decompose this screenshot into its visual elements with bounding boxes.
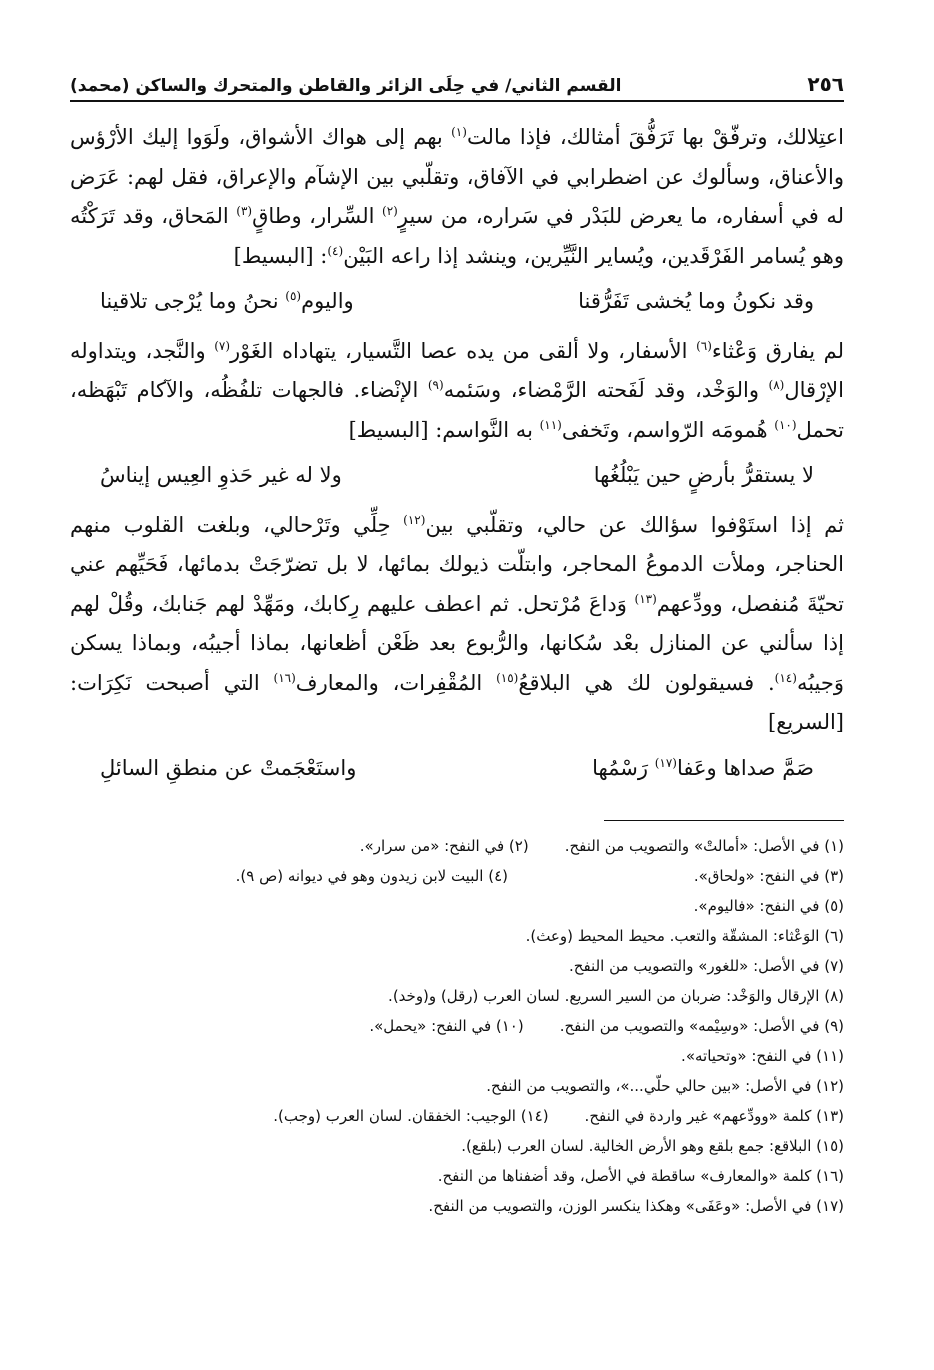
footnote-3: (٣) في النفح: «ولحاق». [693, 867, 844, 885]
footnote-15: (١٥) البلاقع: جمع بلقع وهو الأرض الخالية. لسان العرب (بلقع). [461, 1137, 844, 1155]
verse-hemistich-2: واستَعْجَمتْ عن منطقِ السائلِ [100, 755, 357, 780]
footnote-separator [604, 820, 844, 821]
running-title: القسم الثاني/ في حِلَى الزائر والقاطن والمتحرك والساكن (محمد) [70, 76, 622, 96]
footnote-ref: (١٣) [634, 591, 657, 606]
text-segment: . فسيقولون لك هي البلاقعُ [518, 670, 775, 695]
main-text [70, 118, 844, 788]
footnote-ref: (١١) [539, 417, 562, 432]
text-segment: صَمَّ صداها وعَفا [676, 755, 814, 780]
footnote-ref: (١٠) [774, 417, 797, 432]
paragraph-1 [70, 118, 844, 276]
footnote-ref: (١٤) [774, 670, 797, 685]
verse-hemistich-1: وقد نكونُ وما يُخشى تَفَرُّقنا [578, 289, 814, 313]
book-page [70, 56, 844, 1370]
footnote-7: (٧) في الأصل: «للغور» والتصويب من النفح. [569, 957, 844, 975]
text-segment: حِلِّي وتَرْحالي، وبلغت القلوب منهم الحناجر، وملأت الدموعُ المحاجر، وابتلّت ذيولك بمائها، لا بل تضرّجَتْ بدمائها، فَحَيِّهم عني تحيّةَ مُنفصل، وودِّعهم [70, 512, 844, 616]
text-segment: به النَّواسم: [البسيط] [348, 417, 540, 442]
text-segment: ثم إذا استَوْفوا سؤالك عن حالي، وتقلّبي بين [425, 512, 844, 537]
footnote-ref: (٣) [236, 204, 253, 218]
page-number: ٢٥٦ [807, 72, 844, 96]
footnote-9: (٩) في الأصل: «وسِيْمه» والتصويب من النفح. [559, 1017, 844, 1035]
footnote-ref: (٦) [696, 338, 712, 353]
footnote-4: (٤) البيت لابن زيدون وهو في ديوانه (ص ٩). [235, 867, 508, 885]
footnote-ref: (٢) [382, 204, 398, 218]
text-segment: السِّرار، وطاقٍ [252, 204, 383, 228]
verse-hemistich-1 [592, 749, 814, 789]
footnote-10: (١٠) في النفح: «يحمل». [369, 1017, 524, 1035]
text-segment: وَداعَ مُرْتحل. ثم اعطف عليهم رِكابك، ومَهِّدْ لهم جَنابك، وقُلْ لهم إذا سألني عن المنازل بعْد سُكانها، والرُّبوع بعد ظَعْن أظعانها، بماذا أجيبُه، وبماذا يسكن وَجيبُه [70, 591, 844, 695]
footnote-6: (٦) الوَعْثاء: المشقّة والتعب. محيط المحيط (وعث). [525, 927, 844, 945]
footnote-11: (١١) في النفح: «وتحياته». [681, 1047, 844, 1065]
footnote-row [70, 831, 844, 861]
footnote-ref: (٩) [427, 378, 444, 392]
text-segment: والوَخْد، وقد لَفَحته الرَّمْضاء، وسَئمه [443, 378, 769, 402]
footnote-16: (١٦) كلمة «والمعارف» ساقطة في الأصل، وقد أضفناها من النفح. [437, 1167, 844, 1185]
text-segment: اعتِلالك، وترفّقْ بها تَرَفُّقَ أمثالك، فإذا مالت [466, 125, 845, 149]
text-segment: رَسْمُها [592, 755, 655, 780]
footnote-12: (١٢) في الأصل: «بين حالي حلّي...»، والتصويب من النفح. [486, 1077, 844, 1095]
text-segment: : [البسيط] [233, 243, 328, 268]
footnote-17: (١٧) في الأصل: «وعَفَى» وهكذا ينكسر الوزن، والتصويب من النفح. [428, 1197, 844, 1215]
footnote-13: (١٣) كلمة «وودِّعهم» غير واردة في النفح. [584, 1107, 844, 1125]
text-segment: الأسفار، ولا ألقى من يده عصا التَّسيار، يتهاداه الغَوْر [230, 338, 697, 363]
verse-hemistich-2: ولا له غير حَذوِ العِيس إيناسُ [100, 463, 342, 487]
text-segment: الإنْضاء. فالجهات تلفُظُه، والآكام تَبْهَظه، تحمل [70, 378, 844, 442]
footnote-ref: (٥) [285, 289, 302, 303]
text-segment: المُقْفِرات، والمعارف [295, 670, 497, 695]
footnote-5: (٥) في النفح: «فاليوم». [693, 897, 844, 915]
footnote-ref: (١) [451, 125, 467, 139]
footnote-8: (٨) الإرقال والوَخْد: ضربان من السير السريع. لسان العرب (رقل) و(وخد). [388, 987, 844, 1005]
footnote-ref: (١٥) [496, 670, 519, 685]
footnote-2: (٢) في النفح: «من سرار». [359, 837, 529, 855]
verse-hemistich-2 [100, 282, 354, 322]
text-segment: بهم إلى هواك الأشواق، ولَوَوا إليك الأرْؤس والأعناق، وسألوك عن اضطرابي في الآفاق، وتقلّبي بين الإشآم والإعراق، فقل لهم: عَرَض له في أسفاره، ما يعرض للبَدْر في سَراره، من سيرٍ [70, 125, 844, 228]
footnote-1: (١) في الأصل: «أمالتْ» والتصويب من النفح. [564, 837, 844, 855]
footnote-row [70, 1101, 844, 1131]
paragraph-2 [70, 332, 844, 451]
text-segment: هُمومَه الرّواسم، وتَخفى [561, 417, 775, 442]
footnote-ref: (١٢) [403, 512, 426, 527]
footnote-row [70, 1011, 844, 1041]
verse-3 [100, 749, 814, 789]
text-segment: المَحاق، وقد تَرَكْتُه وهو يُسامر الفَرْقَدين، ويُساير النَّيِّرين، وينشد إذا راعه البَيْن [70, 204, 844, 268]
text-segment: التي أصبحت نَكِرَات: [السريع] [70, 670, 844, 734]
text-segment: لم يفارق وَعْثاء [711, 338, 845, 363]
verse-1 [100, 282, 814, 322]
text-segment: واليوم [301, 289, 354, 313]
running-head [70, 56, 844, 102]
footnote-ref: (٧) [214, 338, 231, 353]
footnote-ref: (١٧) [654, 755, 677, 770]
footnote-14: (١٤) الوجيب: الخفقان. لسان العرب (وجب). [273, 1107, 549, 1125]
footnote-ref: (١٦) [273, 670, 296, 685]
verse-2 [100, 456, 814, 496]
text-segment: نحنُ وما يُرْجى تلاقينا [100, 289, 286, 313]
verse-hemistich-1: لا يستقرُّ بأرضٍ حين يَبْلُغُها [593, 463, 814, 487]
text-segment: والنَّجد، ويتداوله الإرْقال [70, 338, 844, 402]
footnote-ref: (٤) [327, 243, 344, 258]
footnote-ref: (٨) [768, 378, 785, 392]
paragraph-3 [70, 506, 844, 743]
footnotes [70, 831, 844, 1221]
footnote-row [70, 861, 844, 891]
